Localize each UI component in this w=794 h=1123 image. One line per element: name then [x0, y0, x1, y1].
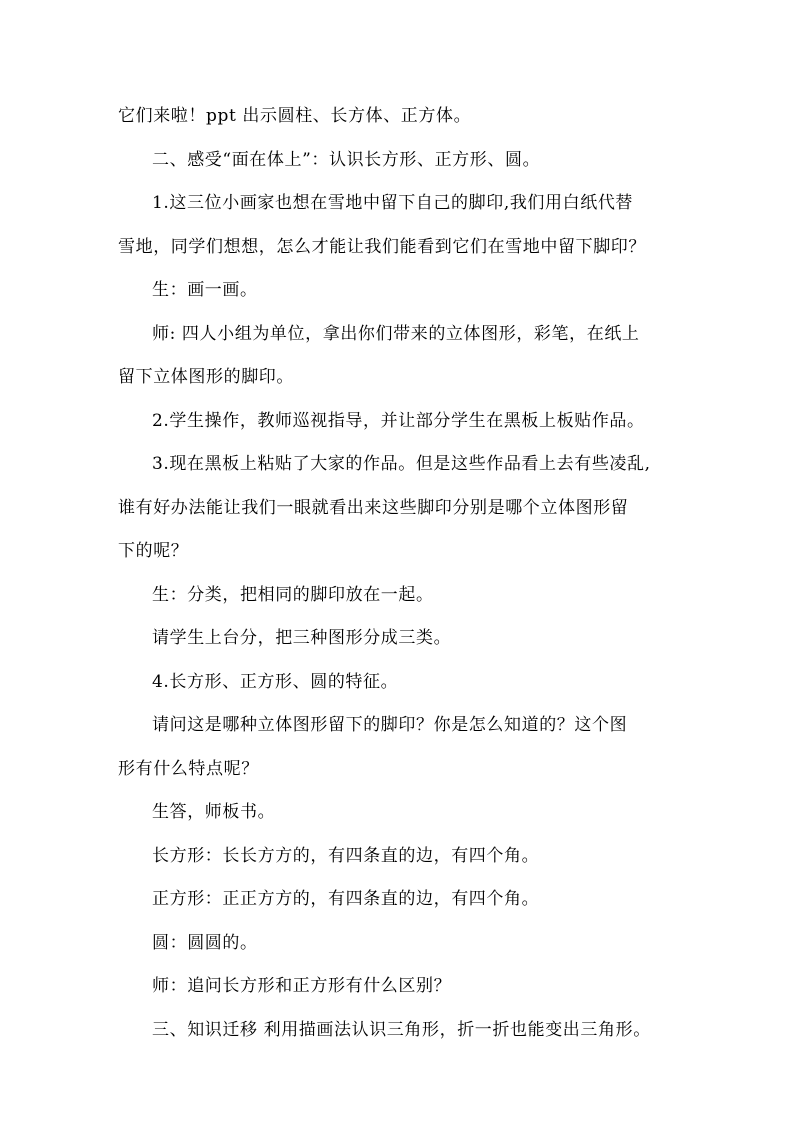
text-line: 圆：圆圆的。 — [152, 933, 258, 953]
text-line: 雪地，同学们想想，怎么才能让我们能看到它们在雪地中留下脚印？ — [118, 237, 646, 257]
text-line: 师: 四人小组为单位，拿出你们带来的立体图形，彩笔，在纸上 — [152, 324, 640, 344]
text-line: 请学生上台分，把三种图形分成三类。 — [152, 628, 452, 648]
text-line: 生：画一画。 — [152, 280, 258, 300]
text-line: 师：追问长方形和正方形有什么区别？ — [152, 976, 452, 996]
text-line: 正方形：正正方方的，有四条直的边，有四个角。 — [152, 889, 540, 909]
text-line: 形有什么特点呢？ — [118, 759, 259, 779]
text-line: 它们来啦！ppt 出示圆柱、长方体、正方体。 — [118, 106, 472, 126]
section-heading: 二、感受“面在体上”：认识长方形、正方形、圆。 — [152, 150, 541, 170]
section-heading: 三、知识迁移 利用描画法认识三角形，折一折也能变出三角形。 — [152, 1020, 651, 1040]
text-line: 下的呢？ — [118, 541, 189, 561]
text-line: 生：分类，把相同的脚印放在一起。 — [152, 585, 434, 605]
text-line: 请问这是哪种立体图形留下的脚印？你是怎么知道的？这个图 — [152, 715, 628, 735]
text-line: 留下立体图形的脚印。 — [118, 367, 294, 387]
text-line: 生答，师板书。 — [152, 802, 276, 822]
text-line: 长方形：长长方方的，有四条直的边，有四个角。 — [152, 846, 540, 866]
text-line: 4.长方形、正方形、圆的特征。 — [152, 672, 399, 692]
text-line: 3.现在黑板上粘贴了大家的作品。但是这些作品看上去有些凌乱, — [152, 454, 651, 474]
text-line: 谁有好办法能让我们一眼就看出来这些脚印分别是哪个立体图形留 — [118, 498, 629, 518]
text-line: 1.这三位小画家也想在雪地中留下自己的脚印,我们用白纸代替 — [152, 193, 634, 213]
text-line: 2.学生操作，教师巡视指导，并让部分学生在黑板上板贴作品。 — [152, 411, 645, 431]
